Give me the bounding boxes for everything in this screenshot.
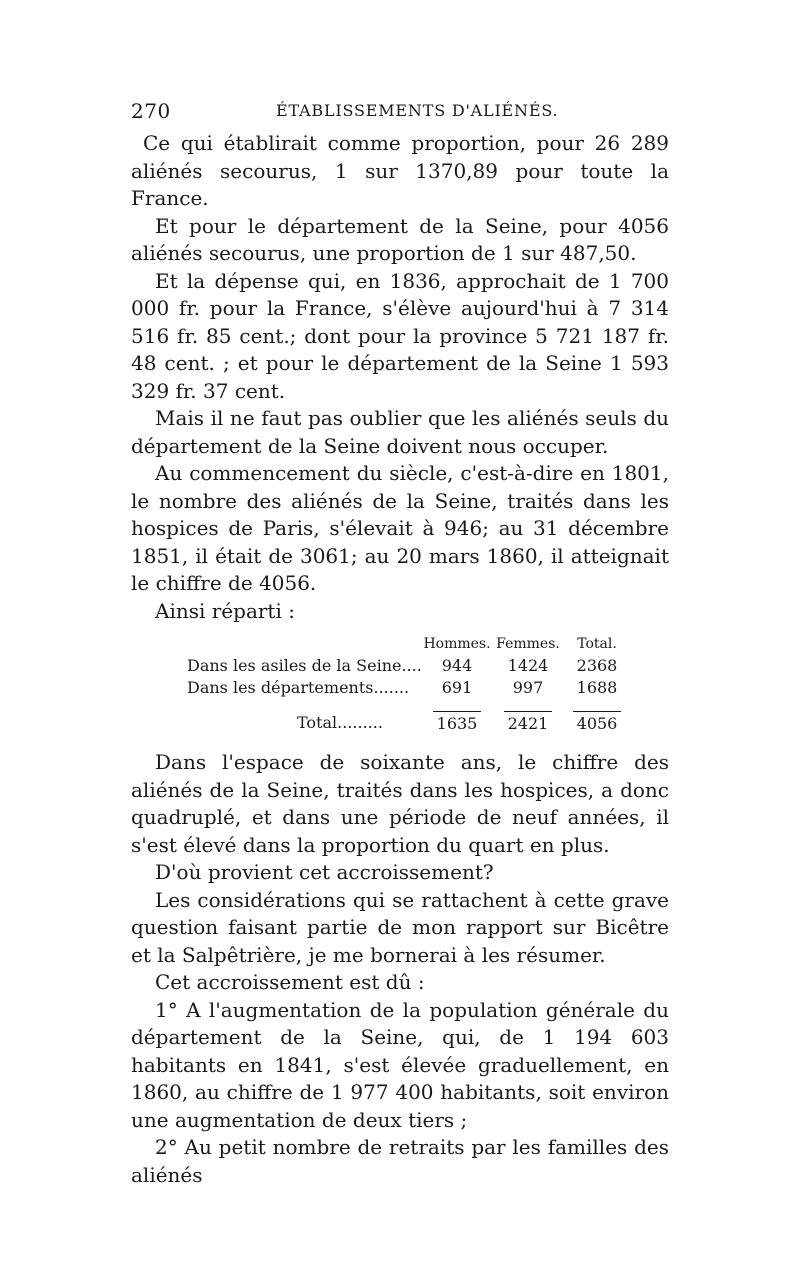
paragraph: Ainsi réparti : bbox=[155, 598, 295, 623]
total-women-value: 2421 bbox=[504, 711, 553, 735]
distribution-table-wrap bbox=[131, 633, 669, 735]
table-header-row bbox=[187, 633, 629, 655]
column-header-men: Hommes. bbox=[423, 636, 491, 652]
cell-women: 997 bbox=[512, 678, 544, 697]
paragraph: Ce qui établirait comme proportion, pour 26 289 aliénés secourus, 1 sur 1370,89 pour toute la France. bbox=[131, 131, 669, 210]
table-header-empty bbox=[187, 633, 423, 655]
paragraph: Et pour le département de la Seine, pour 4056 aliénés secourus, une proportion de 1 sur 487,50. bbox=[131, 213, 669, 265]
body-text bbox=[131, 130, 669, 1189]
cell-men: 691 bbox=[441, 678, 473, 697]
cell-women: 1424 bbox=[507, 656, 549, 675]
running-head bbox=[131, 96, 669, 126]
distribution-table bbox=[187, 633, 629, 735]
cell-total: 2368 bbox=[576, 656, 618, 675]
table-row bbox=[187, 655, 629, 677]
cell-men: 944 bbox=[441, 656, 473, 675]
paragraph: 1° A l'augmentation de la population générale du département de la Seine, qui, de 1 194 603 habitants en 1841, s'est élevée graduellement, en 1860, au chiffre de 1 977 400 habitants, soit environ une augmentation de deux tiers ; bbox=[131, 997, 669, 1132]
column-header-total: Total. bbox=[577, 636, 617, 652]
paragraph: Au commencement du siècle, c'est-à-dire en 1801, le nombre des aliénés de la Seine, traités dans les hospices de Paris, s'élevait à 946; au 31 décembre 1851, il était de 3061; au 20 mars 1860, il atteignait le chiffre de 4056. bbox=[131, 461, 669, 595]
total-men-value: 1635 bbox=[433, 711, 482, 735]
paragraph: D'où provient cet accroissement? bbox=[155, 860, 494, 884]
total-all-value: 4056 bbox=[573, 711, 622, 735]
running-title: ÉTABLISSEMENTS D'ALIÉNÉS. bbox=[276, 101, 559, 120]
total-men bbox=[423, 699, 491, 735]
paragraph: Mais il ne faut pas oublier que les aliénés seuls du département de la Seine doivent nous occuper. bbox=[131, 406, 669, 458]
paragraph: 2° Au petit nombre de retraits par les familles des aliénés bbox=[131, 1135, 669, 1187]
book-page bbox=[131, 96, 669, 1189]
row-label: Dans les asiles de la Seine.... bbox=[187, 656, 422, 675]
paragraph: Les considérations qui se rattachent à cette grave question faisant partie de mon rapport sur Bicêtre et la Salpêtrière, je me bornerai à les résumer. bbox=[131, 887, 669, 967]
table-row bbox=[187, 677, 629, 699]
column-header-women: Femmes. bbox=[496, 636, 560, 652]
cell-total: 1688 bbox=[576, 678, 618, 697]
page-number: 270 bbox=[131, 99, 171, 123]
total-all bbox=[565, 699, 629, 735]
row-label: Dans les départements....... bbox=[187, 678, 410, 697]
table-total-row bbox=[187, 699, 629, 735]
paragraph: Cet accroissement est dû : bbox=[155, 970, 425, 994]
total-women bbox=[491, 699, 565, 735]
paragraph: Dans l'espace de soixante ans, le chiffre des aliénés de la Seine, traités dans les hospices, a donc quadruplé, et dans une période de neuf années, il s'est élevé dans la proportion du quart en plus. bbox=[131, 750, 669, 857]
total-label: Total......... bbox=[297, 713, 383, 732]
paragraph: Et la dépense qui, en 1836, approchait de 1 700 000 fr. pour la France, s'élève aujourd'hui à 7 314 516 fr. 85 cent.; dont pour la province 5 721 187 fr. 48 cent. ; et pour le département de la Seine 1 593 329 fr. 37 cent. bbox=[131, 268, 669, 403]
